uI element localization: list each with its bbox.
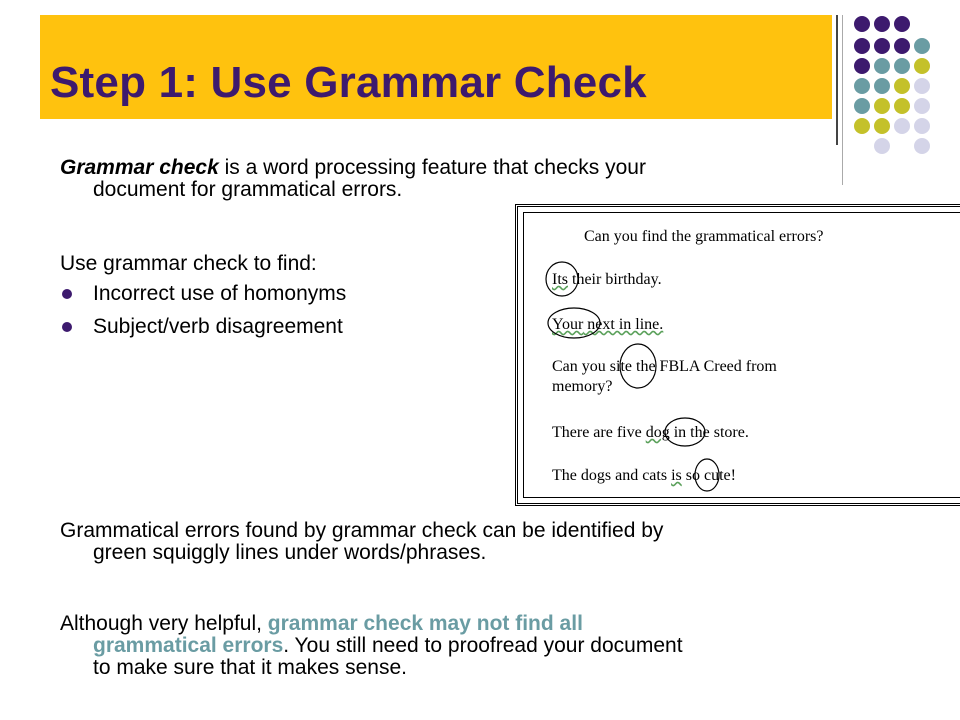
dot: [894, 38, 910, 54]
error-word: dog: [645, 424, 670, 441]
dot: [854, 58, 870, 74]
error-circle: [695, 459, 719, 491]
dot: [914, 78, 930, 94]
error-word: site: [609, 358, 632, 375]
error-word: is: [671, 467, 682, 484]
title-divider-line: [836, 15, 838, 145]
dot: [854, 98, 870, 114]
list-item: [60, 316, 346, 338]
dot: [854, 16, 870, 32]
bullet-icon: [62, 322, 72, 332]
sentence-rest: so cute!: [681, 467, 736, 484]
bullet-icon: [62, 289, 72, 299]
list-item: [60, 283, 346, 305]
dot: [854, 38, 870, 54]
error-word: Your: [552, 316, 584, 333]
intro-term: Grammar check: [60, 156, 219, 179]
dot: [854, 118, 870, 134]
dot: [874, 58, 890, 74]
dot: [894, 58, 910, 74]
dot: [874, 16, 890, 32]
slide-title: Step 1: Use Grammar Check: [50, 58, 647, 107]
example-heading: Can you find the grammatical errors?: [584, 228, 824, 245]
dot: [914, 98, 930, 114]
sentence-rest: their birthday.: [568, 271, 662, 288]
dot: [914, 138, 930, 154]
bullet-text: Incorrect use of homonyms: [93, 282, 347, 305]
error-circle: [548, 308, 600, 338]
intro-text-line2: document for grammatical errors.: [93, 178, 403, 201]
intro-paragraph: [60, 157, 646, 201]
sentence-line2: memory?: [552, 378, 613, 395]
errors-line2: green squiggly lines under words/phrases.: [93, 541, 487, 564]
error-circle: [620, 344, 656, 388]
dot: [874, 138, 890, 154]
dot: [894, 16, 910, 32]
error-circle: [665, 418, 705, 446]
errors-paragraph: [60, 520, 663, 564]
dot: [874, 78, 890, 94]
sentence-rest: the FBLA Creed from: [632, 358, 777, 375]
find-heading: Use grammar check to find:: [60, 252, 317, 275]
error-word: Its: [552, 271, 568, 288]
helpful-highlight-line1: grammar check may not find all: [267, 612, 583, 635]
dot: [914, 118, 930, 134]
helpful-highlight-line2: grammatical errors: [93, 634, 284, 657]
dot: [874, 38, 890, 54]
helpful-lead: Although very helpful,: [60, 612, 268, 635]
errors-line1: Grammatical errors found by grammar check can be identified by: [60, 519, 664, 542]
helpful-paragraph: [60, 613, 683, 679]
sentence-before: Can you: [552, 358, 610, 375]
sentence-before: The dogs and cats: [552, 467, 672, 484]
helpful-tail: . You still need to proofread your document: [283, 634, 683, 657]
dot: [894, 98, 910, 114]
bullet-list: [60, 283, 346, 349]
bullet-text: Subject/verb disagreement: [93, 315, 343, 338]
dot: [894, 118, 910, 134]
dot: [914, 58, 930, 74]
dot: [874, 98, 890, 114]
error-circles: [518, 207, 960, 503]
sentence-rest: in the store.: [669, 424, 749, 441]
grammar-example-image: [515, 204, 960, 506]
error-circle: [546, 262, 578, 296]
dot: [894, 78, 910, 94]
sentence-before: There are five: [552, 424, 646, 441]
dot: [874, 118, 890, 134]
dot: [914, 38, 930, 54]
title-divider-line-thin: [842, 15, 843, 185]
helpful-line3: to make sure that it makes sense.: [93, 656, 407, 679]
intro-text-line1: is a word processing feature that checks your: [218, 156, 646, 179]
dot: [854, 78, 870, 94]
sentence-rest: next in line.: [583, 316, 664, 333]
